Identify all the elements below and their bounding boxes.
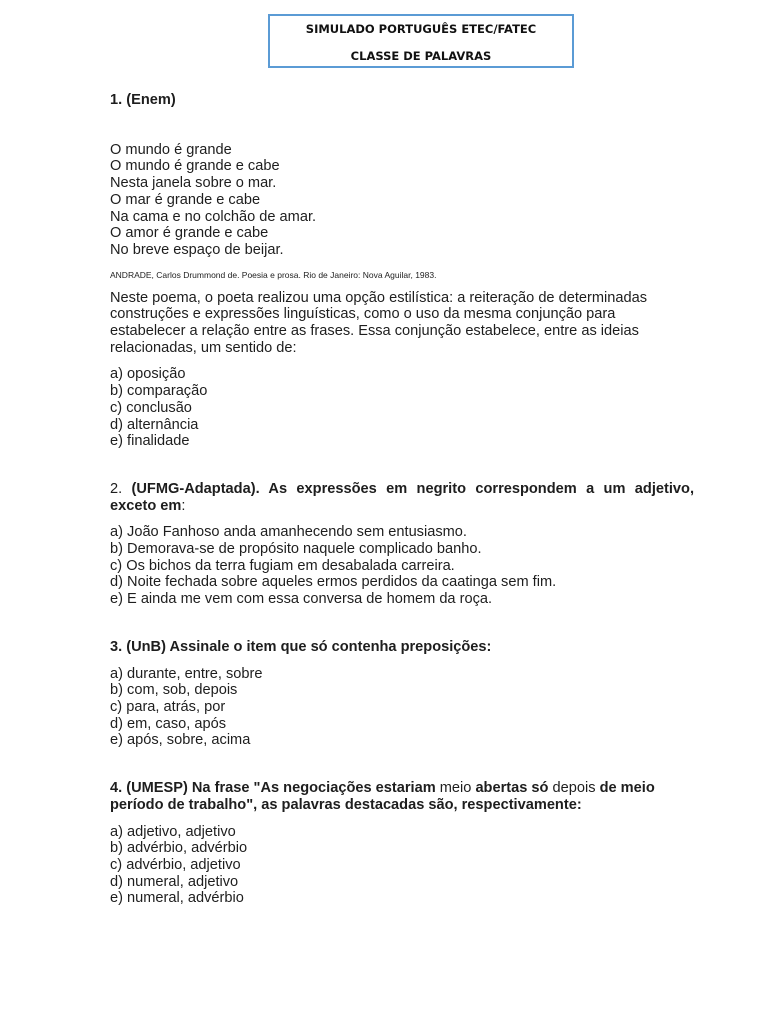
option-b: b) com, sob, depois bbox=[110, 682, 238, 699]
header-subtitle: CLASSE DE PALAVRAS bbox=[350, 49, 492, 63]
question-3-title: 3. (UnB) Assinale o item que só contenha preposições: bbox=[110, 638, 492, 655]
poem-line: O amor é grande e cabe bbox=[110, 225, 269, 242]
poem-line: Na cama e no colchão de amar. bbox=[110, 208, 317, 225]
option-b: b) comparação bbox=[110, 383, 208, 400]
question-2-heading: (UFMG-Adaptada). As expressões em negrito correspondem a um adjetivo, exceto em bbox=[110, 480, 694, 514]
poem-line: O mundo é grande bbox=[110, 141, 232, 158]
option-e: e) após, sobre, acima bbox=[110, 732, 251, 749]
q4-highlight-depois: depois bbox=[552, 780, 596, 797]
option-d: d) em, caso, após bbox=[110, 715, 226, 732]
question-2-title bbox=[110, 481, 694, 514]
header-title: SIMULADO PORTUGUÊS ETEC/FATEC bbox=[305, 22, 537, 36]
q4-highlight-meio: meio bbox=[439, 780, 472, 797]
question-4 bbox=[110, 780, 694, 907]
option-e: e) numeral, advérbio bbox=[110, 890, 244, 907]
question-1-options bbox=[110, 366, 694, 450]
option-c: c) para, atrás, por bbox=[110, 698, 226, 715]
question-2-options bbox=[110, 524, 694, 608]
question-1 bbox=[110, 92, 694, 450]
question-2 bbox=[110, 481, 694, 608]
poem-line: No breve espaço de beijar. bbox=[110, 241, 284, 258]
option-a: a) adjetivo, adjetivo bbox=[110, 823, 236, 840]
q4-title-part: abertas só bbox=[471, 780, 553, 797]
option-a: a) durante, entre, sobre bbox=[110, 665, 263, 682]
option-d: d) Noite fechada sobre aqueles ermos perdidos da caatinga sem fim. bbox=[110, 574, 557, 591]
option-a: a) oposição bbox=[110, 366, 186, 383]
option-b: b) advérbio, advérbio bbox=[110, 840, 248, 857]
q4-title-part: 4. (UMESP) Na frase "As negociações estariam bbox=[110, 780, 440, 797]
poem-line: Nesta janela sobre o mar. bbox=[110, 175, 277, 192]
question-4-options bbox=[110, 824, 694, 908]
poem-line: O mundo é grande e cabe bbox=[110, 158, 280, 175]
question-4-title bbox=[110, 780, 694, 813]
option-c: c) Os bichos da terra fugiam em desabalada carreira. bbox=[110, 557, 455, 574]
option-c: c) advérbio, adjetivo bbox=[110, 856, 241, 873]
q4-title-part: de meio período de trabalho", as palavras destacadas são, respectivamente: bbox=[110, 780, 655, 813]
option-e: e) E ainda me vem com essa conversa de homem da roça. bbox=[110, 591, 493, 608]
option-c: c) conclusão bbox=[110, 399, 192, 416]
poem bbox=[110, 142, 694, 259]
option-d: d) alternância bbox=[110, 416, 199, 433]
question-3-options bbox=[110, 666, 694, 750]
option-d: d) numeral, adjetivo bbox=[110, 873, 239, 890]
option-e: e) finalidade bbox=[110, 433, 190, 450]
poem-line: O mar é grande e cabe bbox=[110, 191, 261, 208]
poem-source: ANDRADE, Carlos Drummond de. Poesia e prosa. Rio de Janeiro: Nova Aguilar, 1983. bbox=[110, 269, 437, 280]
question-2-colon: : bbox=[181, 497, 186, 514]
document-body bbox=[110, 92, 694, 907]
question-1-text: Neste poema, o poeta realizou uma opção estilística: a reiteração de determinadas construções e expressões linguísticas, como o uso da mesma conjunção para estabelecer a relação entre as frases. Essa conjunção estabelece, entre as ideias relacionadas, um sentido de: bbox=[110, 289, 648, 356]
header-box bbox=[268, 14, 574, 68]
question-2-number: 2. bbox=[110, 480, 132, 497]
question-1-title: 1. (Enem) bbox=[110, 92, 176, 108]
question-3 bbox=[110, 639, 694, 749]
option-b: b) Demorava-se de propósito naquele complicado banho. bbox=[110, 541, 482, 558]
option-a: a) João Fanhoso anda amanhecendo sem entusiasmo. bbox=[110, 524, 467, 541]
